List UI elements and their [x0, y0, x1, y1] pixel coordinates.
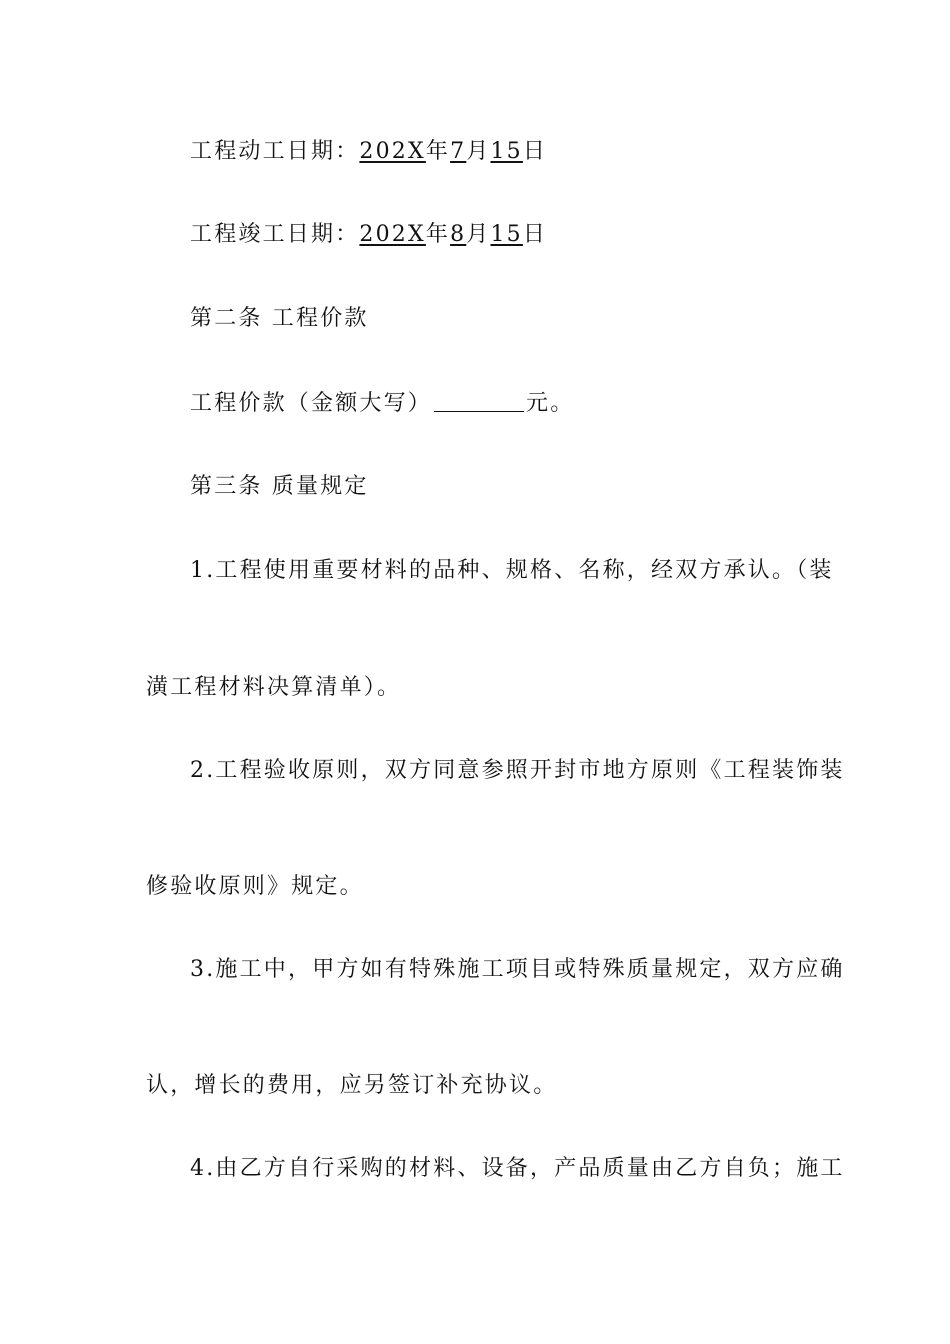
end-year-suffix: 年	[425, 222, 451, 247]
item4-line1: 4.由乙方自行采购的材料、设备，产品质量由乙方自负；施工	[190, 1156, 845, 1181]
item2-line1: 2.工程验收原则，双方同意参照开封市地方原则《工程装饰装	[190, 758, 845, 783]
end-month: 8	[450, 222, 467, 247]
article2-heading: 第二条 工程价款	[190, 306, 369, 331]
start-year: 202X	[359, 139, 426, 164]
end-date-label: 工程竣工日期：	[190, 222, 360, 247]
start-date-line	[190, 137, 547, 167]
start-month-suffix: 月	[466, 139, 491, 164]
end-year: 202X	[359, 222, 426, 247]
start-year-suffix: 年	[425, 139, 451, 164]
price-line	[190, 389, 574, 419]
end-month-suffix: 月	[466, 222, 491, 247]
start-day-suffix: 日	[522, 139, 548, 164]
start-day: 15	[490, 139, 523, 164]
item1-line1: 1.工程使用重要材料的品种、规格、名称，经双方承认。（装	[190, 558, 834, 583]
end-day: 15	[490, 222, 523, 247]
start-month: 7	[450, 139, 467, 164]
end-day-suffix: 日	[522, 222, 548, 247]
item2-line2: 修验收原则》规定。	[146, 874, 364, 899]
price-blank	[434, 389, 524, 412]
item3-line2: 认，增长的费用，应另签订补充协议。	[146, 1073, 558, 1098]
start-date-label: 工程动工日期：	[190, 139, 360, 164]
item3-line1: 3.施工中，甲方如有特殊施工项目或特殊质量规定，双方应确	[190, 957, 845, 982]
end-date-line	[190, 220, 547, 250]
item1-line2: 潢工程材料决算清单）。	[146, 675, 402, 700]
article3-heading: 第三条 质量规定	[190, 474, 369, 499]
price-label: 工程价款（金额大写）	[190, 391, 433, 416]
price-unit: 元。	[526, 391, 575, 416]
